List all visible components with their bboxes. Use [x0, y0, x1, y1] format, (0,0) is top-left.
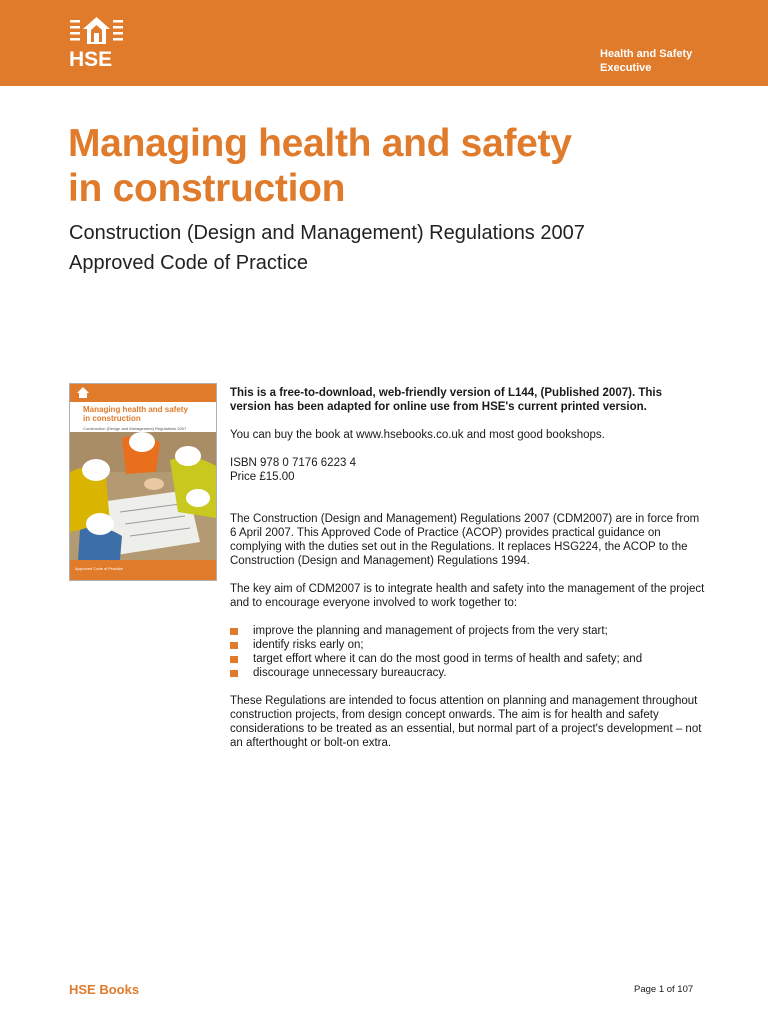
list-item [230, 652, 705, 666]
price-text: Price £15.00 [230, 471, 295, 483]
subtitle-line2: Approved Code of Practice [69, 252, 309, 274]
list-item-text: identify risks early on; [253, 639, 364, 651]
subtitle-line1: Construction (Design and Management) Regulations 2007 [69, 222, 585, 244]
list-item-text: target effort where it can do the most good in terms of health and safety; and [253, 653, 643, 665]
isbn-text: ISBN 978 0 7176 6223 4 [230, 457, 356, 469]
intro-paragraph: This is a free-to-download, web-friendly version of L144, (Published 2007). This version has been adapted for online use from HSE's current printed version. [230, 387, 662, 413]
document-subtitle [69, 218, 585, 278]
buy-paragraph: You can buy the book at www.hsebooks.co.uk and most good bookshops. [230, 429, 605, 441]
hse-house-logo-icon [68, 16, 126, 50]
page-number: Page 1 of 107 [634, 984, 694, 995]
title-line1: Managing health and safety [68, 122, 572, 165]
org-name-line2: Executive [600, 62, 652, 74]
body-paragraph-3: These Regulations are intended to focus attention on planning and management throughout construction projects, from design concept onwards. The aim is for health and safety considerations to be treated as an essential, but normal part of a project's development – not an afterthought or bolt-on extra. [230, 695, 702, 749]
orange-square-bullet-icon [230, 670, 238, 677]
body-paragraph-1: The Construction (Design and Management) Regulations 2007 (CDM2007) are in force from 6 April 2007. This Approved Code of Practice (ACOP) provides practical guidance on complying with the duties set out in the Regulations. It replaces HSG224, the ACOP to the Construction (Design and Management) Regulations 1994. [230, 513, 700, 567]
hse-logo [68, 16, 128, 72]
cover-footer-text: Approved Code of Practice [75, 566, 123, 571]
list-item [230, 624, 705, 638]
cover-title [83, 405, 213, 423]
cover-title-line2: in construction [83, 414, 141, 423]
title-line2: in construction [68, 167, 346, 210]
header-bar [0, 0, 768, 86]
aims-list [230, 624, 705, 680]
orange-square-bullet-icon [230, 642, 238, 649]
orange-square-bullet-icon [230, 656, 238, 663]
cover-title-line1: Managing health and safety [83, 405, 188, 414]
body-paragraph-2: The key aim of CDM2007 is to integrate health and safety into the management of the project and to encourage everyone involved to work together to: [230, 583, 705, 609]
orange-square-bullet-icon [230, 628, 238, 635]
body-text [230, 386, 705, 764]
document-title [68, 121, 572, 211]
cover-logo-icon [76, 387, 90, 399]
book-cover-image [69, 383, 217, 581]
cover-photo [70, 432, 216, 560]
org-name-line1: Health and Safety [600, 48, 693, 60]
list-item [230, 638, 705, 652]
isbn-price [230, 456, 705, 484]
list-item [230, 666, 705, 680]
logo-text: HSE [69, 48, 113, 71]
list-item-text: improve the planning and management of projects from the very start; [253, 625, 608, 637]
cover-top-band [70, 384, 216, 402]
org-name [600, 47, 692, 75]
cover-subtitle: Construction (Design and Management) Regulations 2007 [83, 426, 187, 431]
footer-hse-books: HSE Books [69, 982, 140, 997]
list-item-text: discourage unnecessary bureaucracy. [253, 667, 447, 679]
